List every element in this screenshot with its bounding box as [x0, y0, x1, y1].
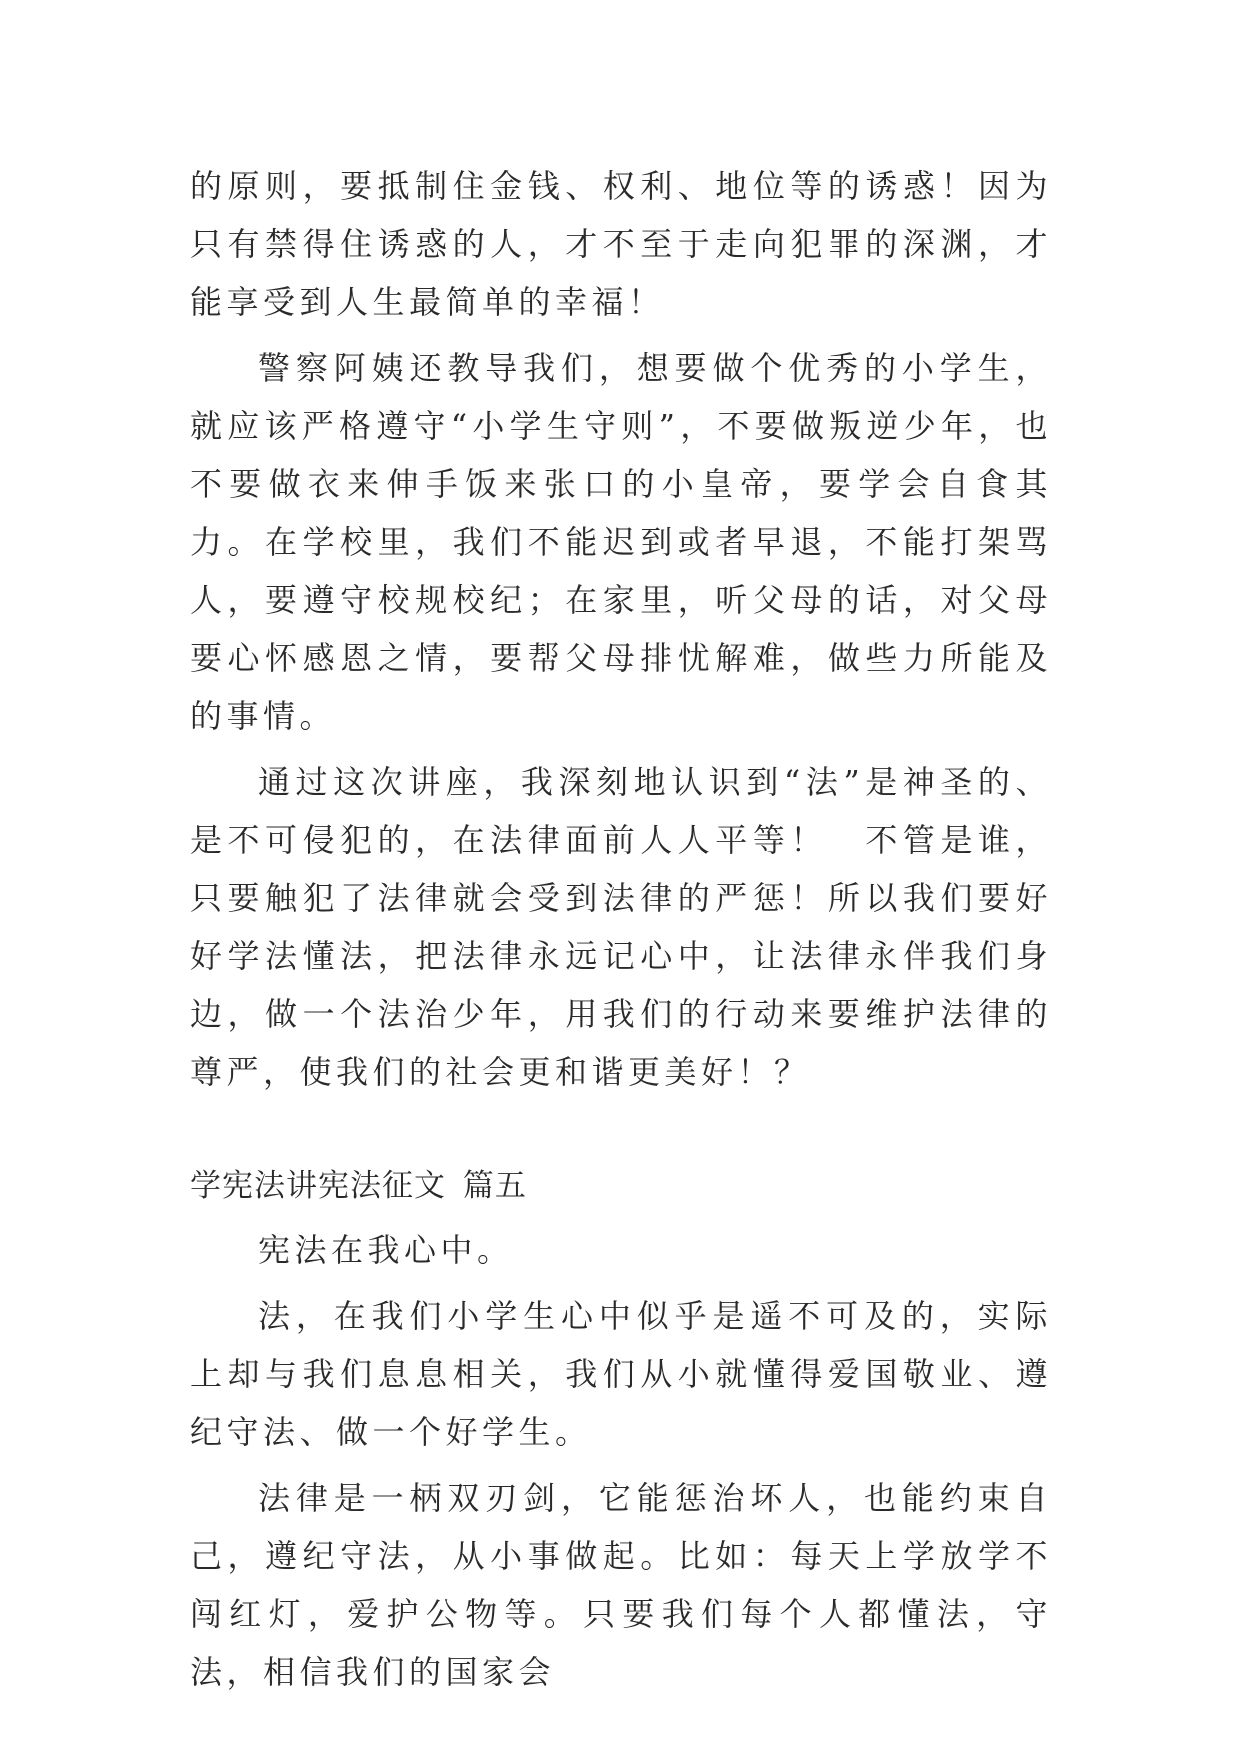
paragraph-police-advice: 警察阿姨还教导我们，想要做个优秀的小学生，就应该严格遵守“小学生守则”，不要做叛逆少年，也不要做衣来伸手饭来张口的小皇帝，要学会自食其力。在学校里，我们不能迟到或者早退，不能打架骂人，要遵守校规校纪；在家里，听父母的话，对父母要心怀感恩之情，要帮父母排忧解难，做些力所能及的事情。 — [190, 349, 1052, 735]
section-heading: 学宪法讲宪法征文 篇五 — [190, 1168, 527, 1204]
paragraph-constitution-in-heart: 宪法在我心中。 — [258, 1231, 514, 1269]
paragraph-lecture-conclusion: 通过这次讲座，我深刻地认识到“法”是神圣的、是不可侵犯的，在法律面前人人平等！ 不管是谁，只要触犯了法律就会受到法律的严惩！所以我们要好好学法懂法，把法律永远记心中，让法律永伴我们身边，做一个法治少年，用我们的行动来要维护法律的尊严，使我们的社会更和谐更美好！？ — [190, 763, 1052, 1091]
paragraph-principles: 的原则，要抵制住金钱、权利、地位等的诱惑！因为只有禁得住诱惑的人，才不至于走向犯罪的深渊，才能享受到人生最简单的幸福！ — [190, 167, 1052, 321]
paragraph-double-edged-sword: 法律是一柄双刃剑，它能惩治坏人，也能约束自己，遵纪守法，从小事做起。比如：每天上学放学不闯红灯，爱护公物等。只要我们每个人都懂法，守法，相信我们的国家会 — [190, 1479, 1052, 1691]
paragraph-law-and-students: 法，在我们小学生心中似乎是遥不可及的，实际上却与我们息息相关，我们从小就懂得爱国敬业、遵纪守法、做一个好学生。 — [190, 1297, 1052, 1451]
document-body — [190, 157, 1052, 1709]
